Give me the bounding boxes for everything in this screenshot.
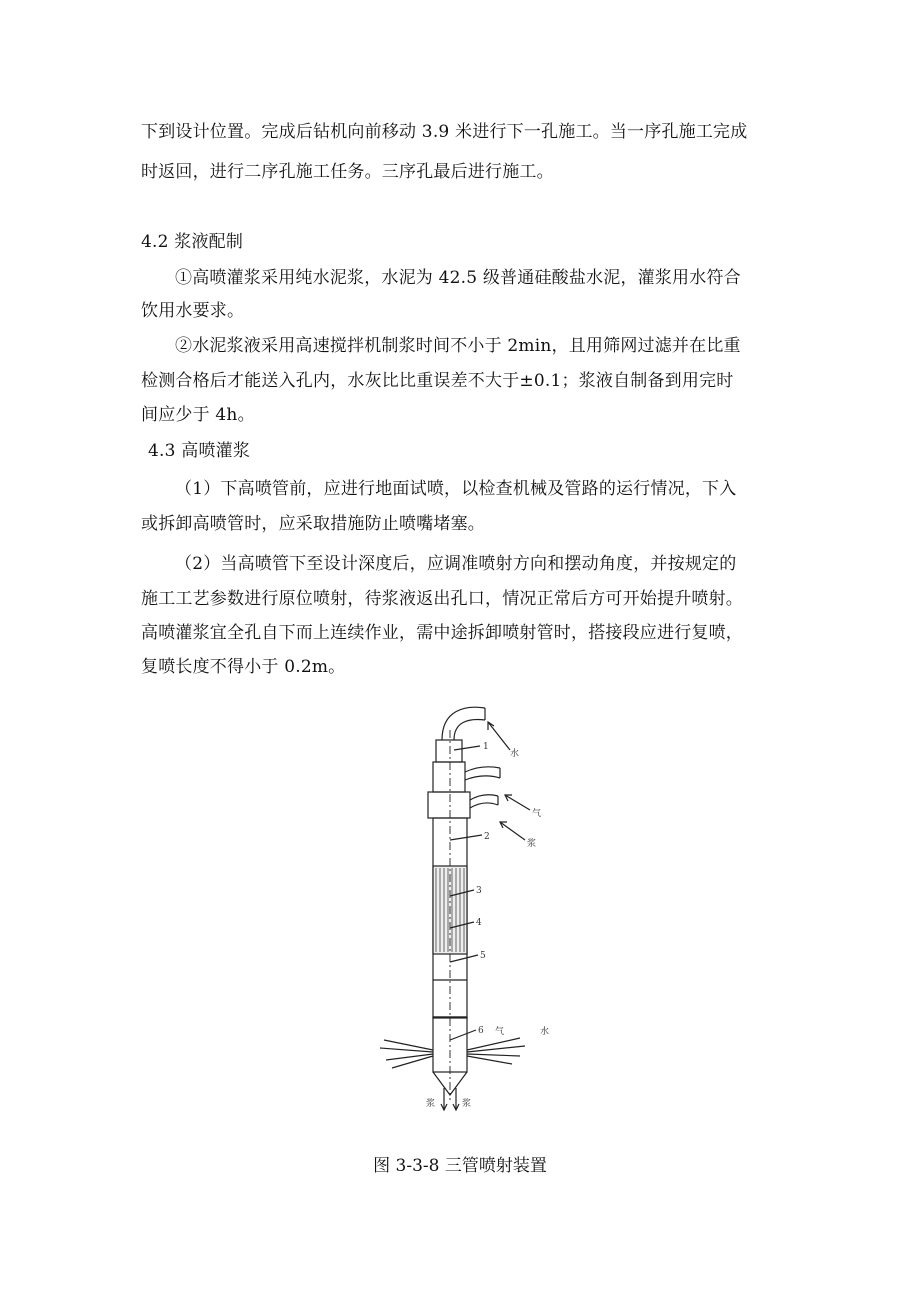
- label-5: 5: [480, 951, 486, 961]
- paragraph-line: 或拆卸高喷管时，应采取措施防止喷嘴堵塞。: [141, 514, 485, 534]
- label-gas: 气: [532, 809, 542, 819]
- label-slurry-bottom-2: 浆: [462, 1099, 472, 1109]
- paragraph-line: ②水泥浆液采用高速搅拌机制浆时间不小于 2min，且用筛网过滤并在比重: [175, 336, 741, 356]
- label-1: 1: [483, 742, 489, 752]
- paragraph-line: 间应少于 4h。: [141, 405, 255, 425]
- paragraph-line: ①高喷灌浆采用纯水泥浆，水泥为 42.5 级普通硅酸盐水泥，灌浆用水符合: [175, 268, 741, 288]
- paragraph-line: 下到设计位置。完成后钻机向前移动 3.9 米进行下一孔施工。当一序孔施工完成: [141, 122, 748, 142]
- jet-device-diagram: [370, 700, 560, 1120]
- label-slurry-side: 浆: [527, 839, 537, 849]
- paragraph-line: 高喷灌浆宜全孔自下而上连续作业，需中途拆卸喷射管时，搭接段应进行复喷，: [141, 623, 743, 643]
- paragraph-line: 时返回，进行二序孔施工任务。三序孔最后进行施工。: [141, 162, 554, 182]
- label-water-top: 水: [510, 749, 520, 759]
- label-2: 2: [484, 832, 490, 842]
- paragraph-line: 施工工艺参数进行原位喷射，待浆液返出孔口，情况正常后方可开始提升喷射。: [141, 589, 743, 609]
- triple-pipe-jet-device-figure: [370, 700, 560, 1120]
- paragraph-line: 检测合格后才能送入孔内，水灰比比重误差不大于±0.1；浆液自制备到用完时: [141, 371, 734, 391]
- paragraph-line: 饮用水要求。: [141, 301, 245, 321]
- figure-caption: 图 3-3-8 三管喷射装置: [373, 1156, 547, 1176]
- label-slurry-bottom: 浆: [426, 1099, 436, 1109]
- paragraph-line: 复喷长度不得小于 0.2m。: [141, 657, 346, 677]
- label-gas-bottom: 气: [495, 1027, 505, 1037]
- paragraph-line: （2）当高喷管下至设计深度后，应调准喷射方向和摆动角度，并按规定的: [175, 554, 737, 574]
- section-heading-4-3: 4.3 高喷灌浆: [148, 441, 251, 461]
- label-3: 3: [476, 886, 482, 896]
- section-heading-4-2: 4.2 浆液配制: [141, 232, 244, 252]
- label-4: 4: [476, 918, 482, 928]
- label-water-bottom: 水: [540, 1027, 550, 1037]
- label-6: 6: [478, 1026, 484, 1036]
- paragraph-line: （1）下高喷管前，应进行地面试喷，以检查机械及管路的运行情况，下入: [175, 479, 737, 499]
